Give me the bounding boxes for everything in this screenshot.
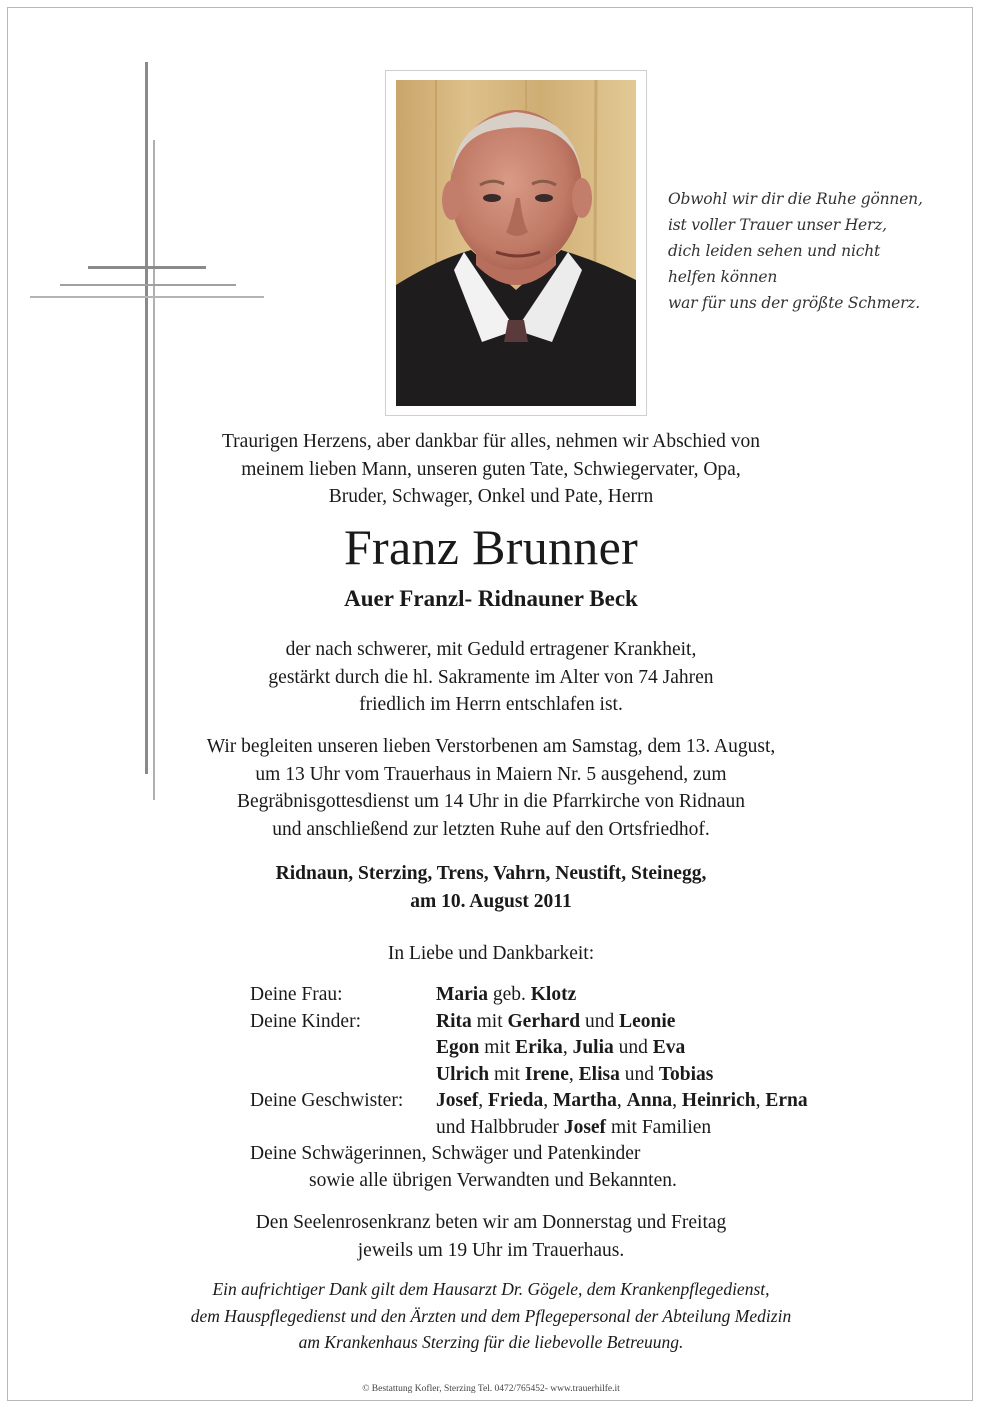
intro-line: Bruder, Schwager, Onkel und Pate, Herrn (328, 486, 654, 507)
poem-line: war für uns der größte Schmerz. (668, 294, 920, 312)
funeral-text (0, 733, 982, 843)
footer-credit: © Bestattung Kofler, Sterzing Tel. 0472/765452- www.trauerhilfe.it (362, 1384, 620, 1394)
poem-line: helfen können (668, 268, 778, 286)
poem-line: dich leiden sehen und nicht (668, 242, 881, 260)
passing-line: gestärkt durch die hl. Sakramente im Alter von 74 Jahren (268, 666, 714, 688)
in-liebe-text: In Liebe und Dankbarkeit: (387, 943, 595, 964)
family-label: Deine Kinder: (250, 1010, 362, 1032)
portrait-frame (385, 70, 647, 416)
passing-line: der nach schwerer, mit Geduld ertragener Krankheit, (285, 639, 697, 660)
funeral-line: um 13 Uhr vom Trauerhaus in Maiern Nr. 5 ausgehend, zum (255, 763, 727, 785)
poem-line: ist voller Trauer unser Herz, (668, 216, 887, 234)
passing-line: friedlich im Herrn entschlafen ist. (359, 694, 623, 715)
rosary-line: jeweils um 19 Uhr im Trauerhaus. (357, 1239, 625, 1261)
family-names: Josef, Frieda, Martha, Anna, Heinrich, Erna (436, 1090, 808, 1111)
rosary-line: Den Seelenrosenkranz beten wir am Donnerstag und Freitag (255, 1212, 727, 1233)
family-names: Ulrich mit Irene, Elisa und Tobias (436, 1063, 714, 1085)
funeral-line: und anschließend zur letzten Ruhe auf den Ortsfriedhof. (272, 818, 710, 840)
deceased-name: Franz Brunner (343, 519, 639, 575)
thanks-text (0, 1276, 982, 1356)
poem-line: Obwohl wir dir die Ruhe gönnen, (668, 190, 923, 208)
family-names: und Halbbruder Josef mit Familien (436, 1116, 712, 1138)
thanks-line: dem Hauspflegedienst und den Ärzten und dem Pflegepersonal der Abteilung Medizin (190, 1305, 792, 1326)
place-date (0, 860, 982, 916)
intro-text (0, 428, 982, 511)
portrait-photo (396, 80, 636, 406)
places-line: Ridnaun, Sterzing, Trens, Vahrn, Neustift, Steinegg, (275, 863, 707, 884)
passing-text (0, 636, 982, 719)
deceased-nickname: Auer Franzl- Ridnauner Beck (344, 586, 638, 611)
family-label: Deine Schwägerinnen, Schwäger und Patenkinder (250, 1143, 641, 1164)
family-names: Egon mit Erika, Julia und Eva (436, 1037, 686, 1058)
family-names: Maria geb. Klotz (436, 984, 577, 1005)
date-line: am 10. August 2011 (410, 891, 572, 912)
funeral-line: Wir begleiten unseren lieben Verstorbenen am Samstag, dem 13. August, (206, 736, 776, 757)
thanks-line: Ein aufrichtiger Dank gilt dem Hausarzt Dr. Gögele, dem Krankenpflegedienst, (212, 1279, 770, 1299)
family-label: Deine Geschwister: (250, 1090, 404, 1111)
family-label: Deine Frau: (250, 984, 343, 1005)
thanks-line: am Krankenhaus Sterzing für die liebevolle Betreuung. (298, 1332, 684, 1352)
rosary-text (0, 1209, 982, 1264)
family-label: sowie alle übrigen Verwandten und Bekannten. (309, 1169, 677, 1191)
poem (668, 186, 968, 316)
intro-line: meinem lieben Mann, unseren guten Tate, Schwiegervater, Opa, (241, 458, 741, 480)
intro-line: Traurigen Herzens, aber dankbar für alles, nehmen wir Abschied von (221, 431, 761, 452)
funeral-line: Begräbnisgottesdienst um 14 Uhr in die Pfarrkirche von Ridnaun (237, 791, 745, 812)
family-names: Rita mit Gerhard und Leonie (436, 1010, 676, 1032)
